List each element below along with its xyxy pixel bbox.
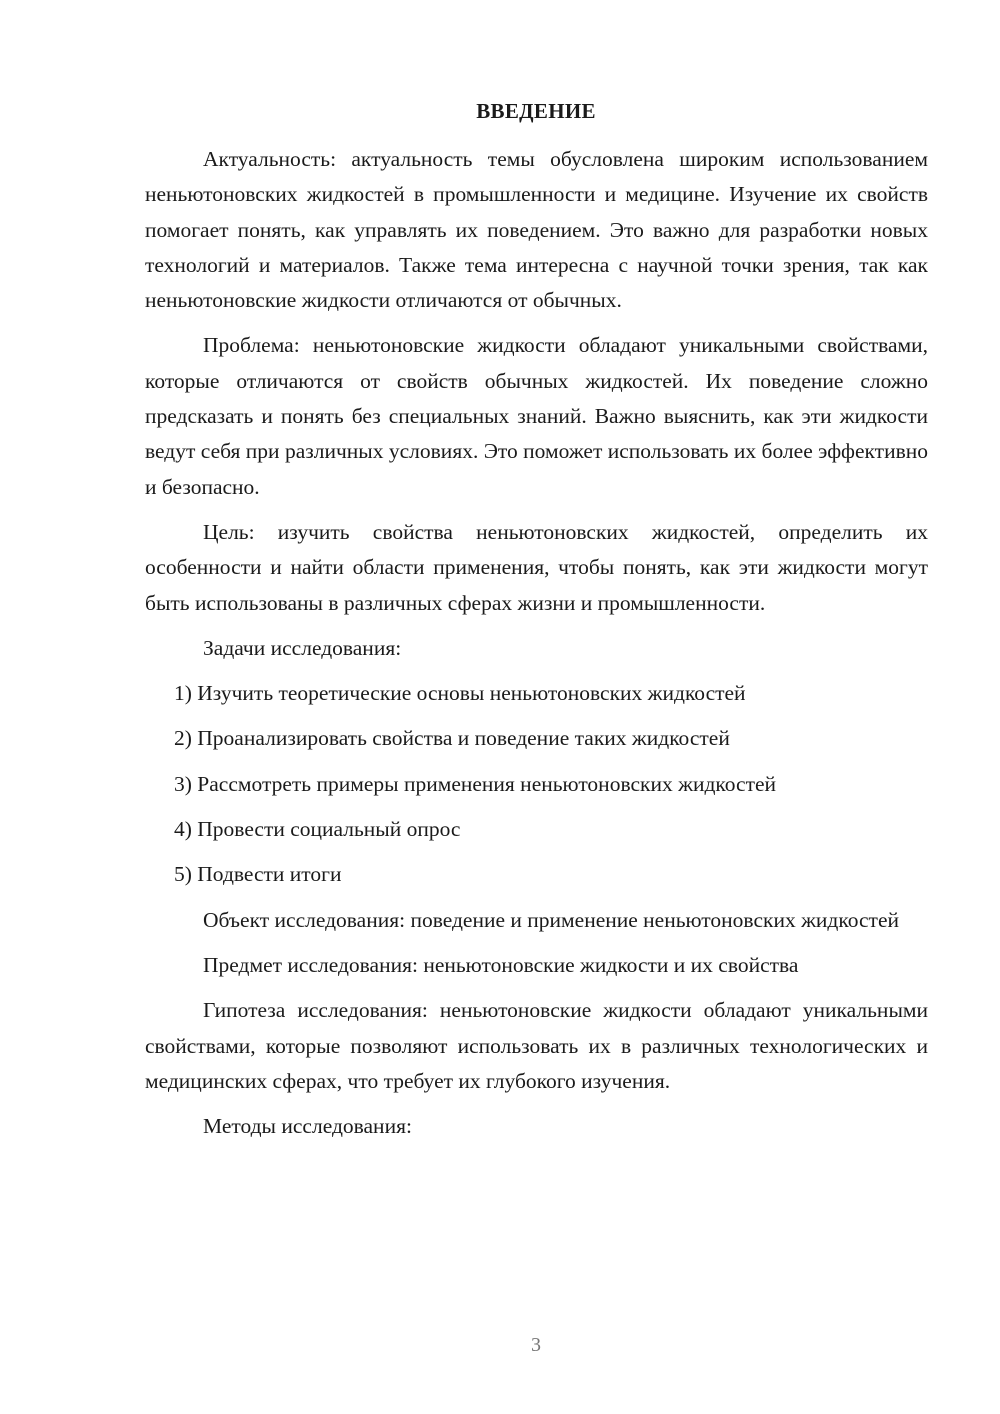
list-item: 2) Проанализировать свойства и поведение таких жидкостей: [174, 726, 730, 751]
page-number: 3: [531, 1334, 541, 1356]
relevance-paragraph: Актуальность: актуальность темы обусловлена широким использованием неньютоновских жидкостей в промышленности и медицине. Изучение их свойств помогает понять, как управлять их поведением. Это важно для разработки новых технологий и материалов. Также тема интересна с научной точки зрения, так как неньютоновские жидкости отличаются от обычных.: [145, 147, 928, 313]
problem-paragraph: Проблема: неньютоновские жидкости обладают уникальными свойствами, которые отличаются от свойств обычных жидкостей. Их поведение сложно предсказать и понять без специальных знаний. Важно выяснить, как эти жидкости ведут себя при различных условиях. Это поможет использовать их более эффективно и безопасно.: [145, 333, 928, 499]
subject-paragraph: Предмет исследования: неньютоновские жидкости и их свойства: [203, 952, 799, 977]
list-item: 3) Рассмотреть примеры применения неньютоновских жидкостей: [174, 771, 777, 796]
hypothesis-paragraph: Гипотеза исследования: неньютоновские жидкости обладают уникальными свойствами, которые позволяют использовать их в различных технологических и медицинских сферах, что требует их глубокого изучения.: [145, 998, 928, 1093]
list-item: 5) Подвести итоги: [174, 862, 342, 887]
page-title: ВВЕДЕНИЕ: [476, 99, 596, 123]
list-item: 4) Провести социальный опрос: [174, 817, 461, 842]
document-body: [145, 142, 928, 1144]
goal-paragraph: Цель: изучить свойства неньютоновских жидкостей, определить их особенности и найти области применения, чтобы понять, как эти жидкости могут быть использованы в различных сферах жизни и промышленности.: [145, 519, 928, 615]
object-paragraph: Объект исследования: поведение и применение неньютоновских жидкостей: [203, 907, 899, 932]
list-item: 1) Изучить теоретические основы неньютоновских жидкостей: [174, 681, 746, 706]
tasks-list: [145, 676, 928, 892]
tasks-heading: Задачи исследования:: [203, 635, 402, 660]
methods-heading: Методы исследования:: [203, 1114, 412, 1139]
